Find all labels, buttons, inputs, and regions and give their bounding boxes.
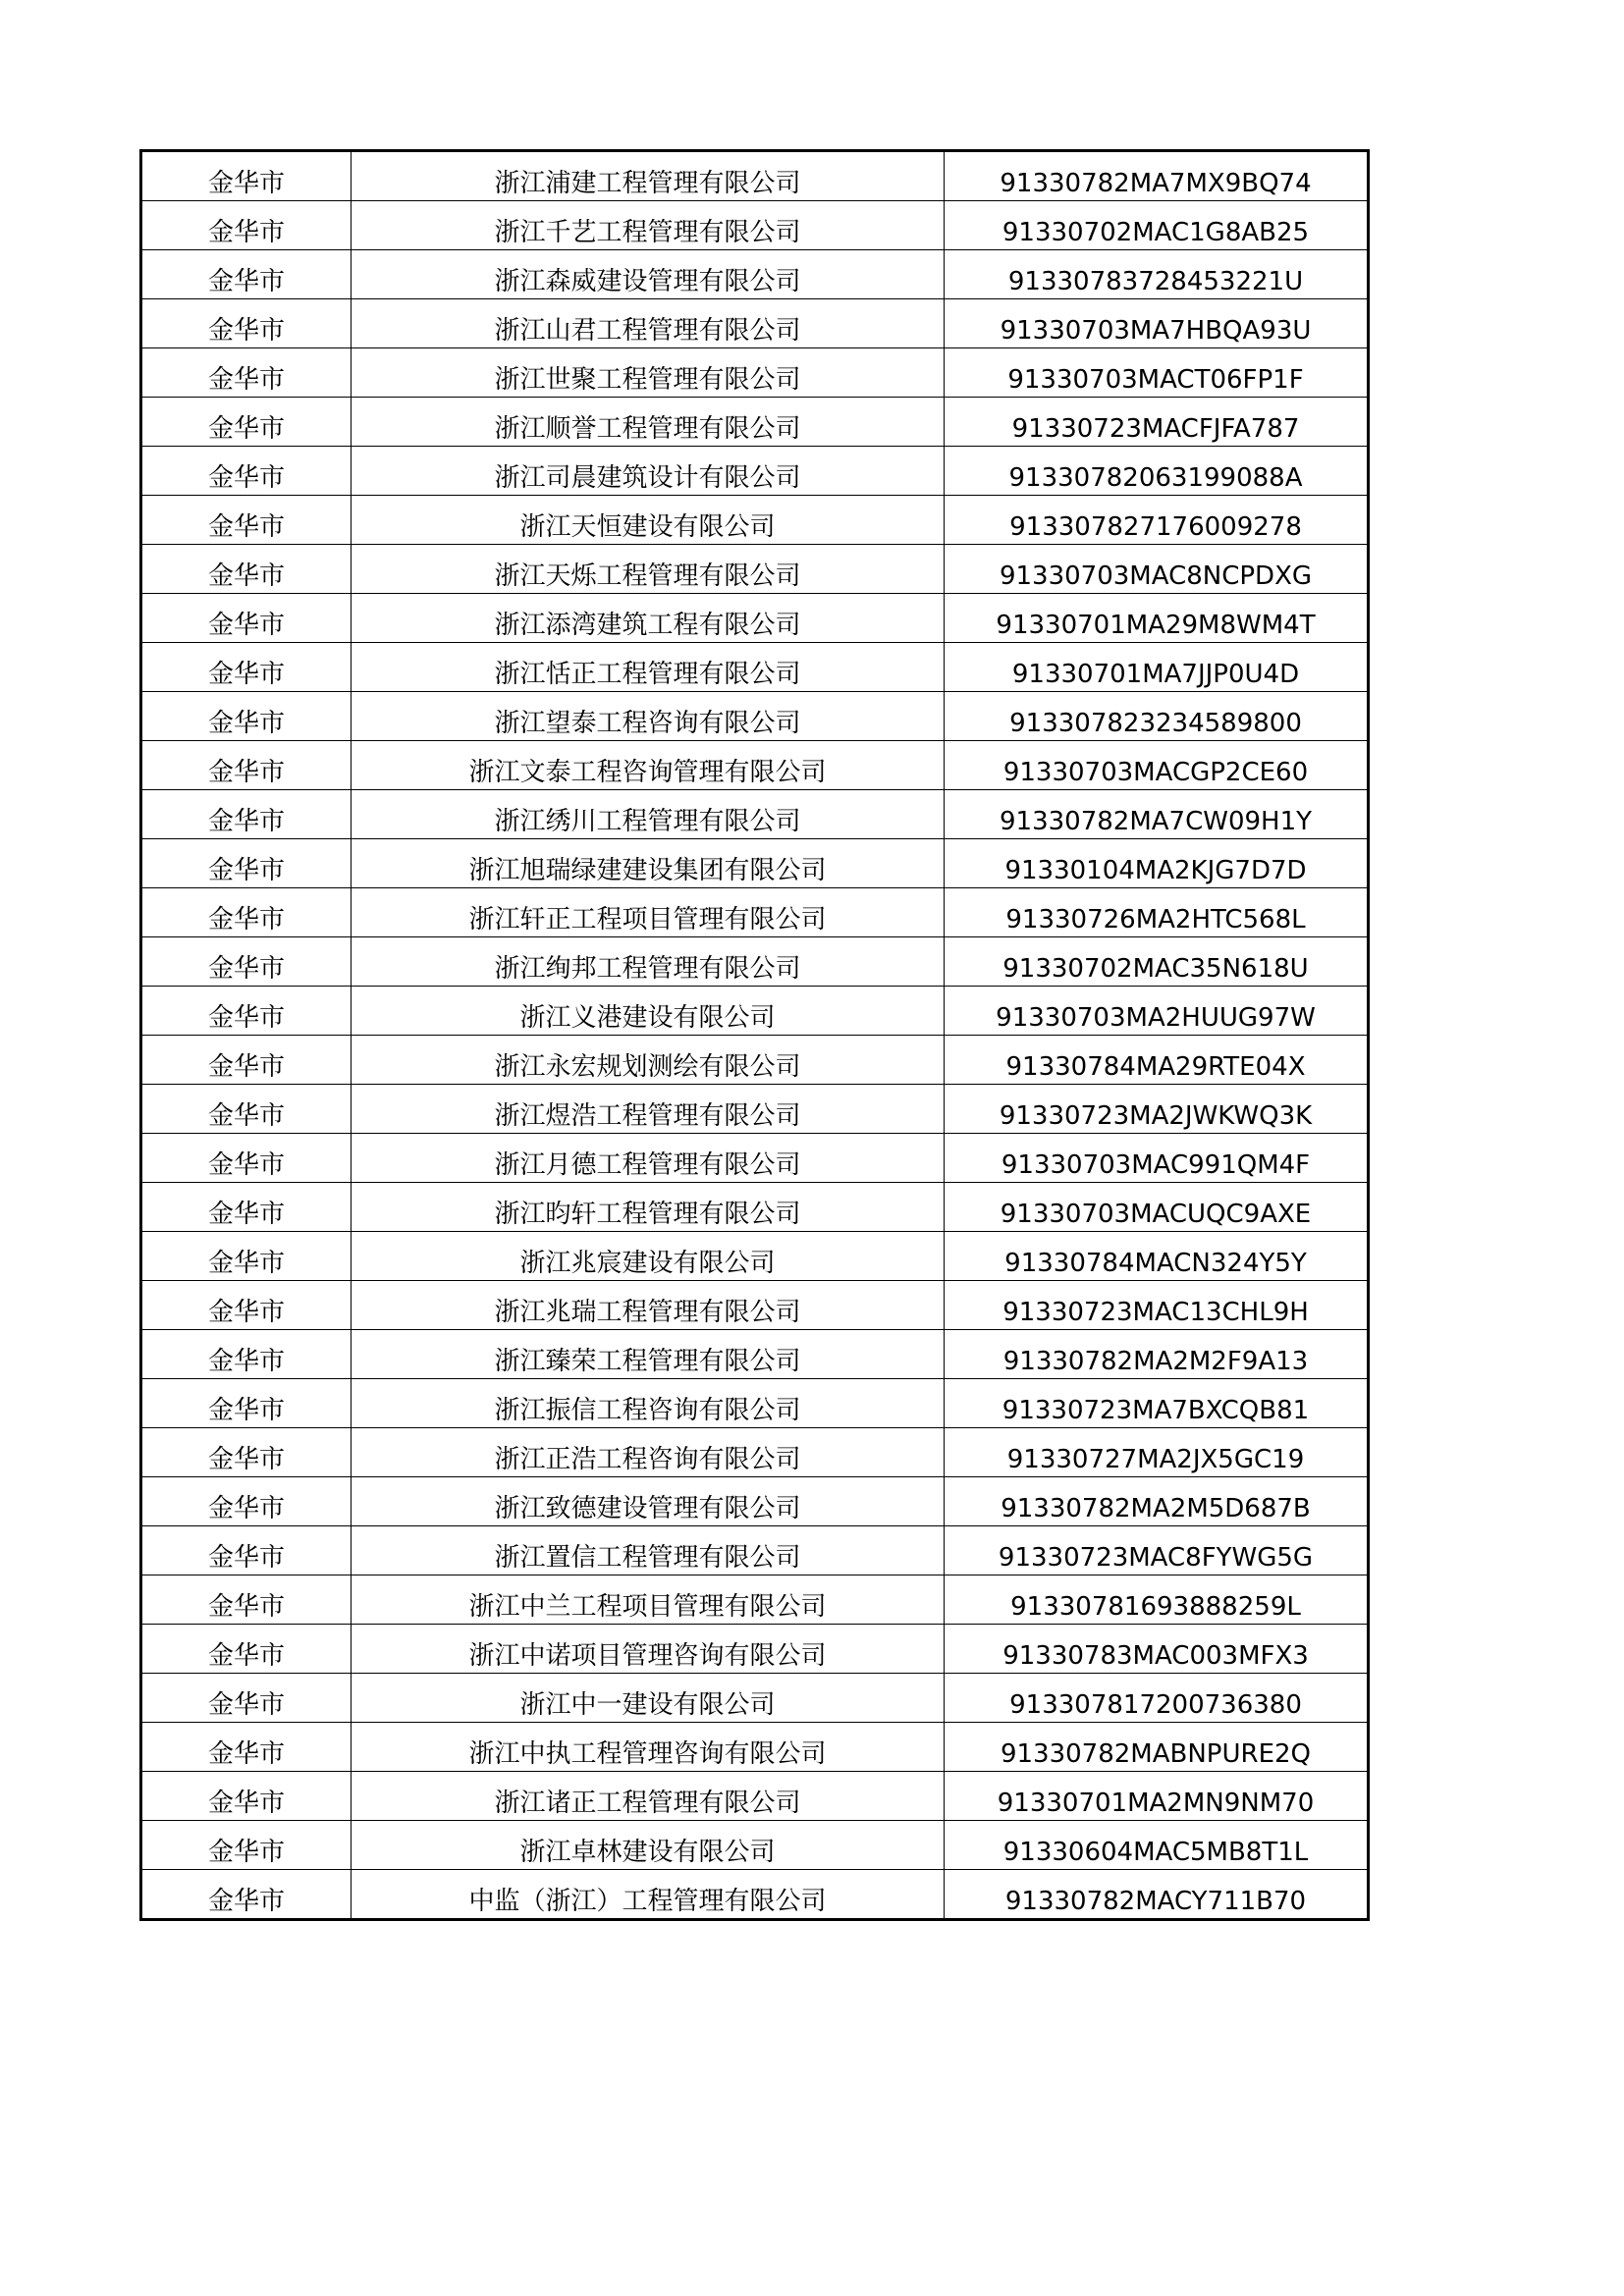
city-cell-text: 金华市 [207,1052,285,1082]
credit-code-cell [945,496,1369,545]
city-cell [141,888,352,937]
credit-code-cell-text: 91330723MA2JWKWQ3K [999,1101,1313,1131]
company-name-cell [352,1772,945,1821]
table-row [141,1330,1369,1379]
credit-code-cell-text: 91330703MA2HUUG97W [996,1003,1316,1033]
table-row [141,987,1369,1036]
table-row [141,1036,1369,1085]
company-name-cell-text: 浙江添湾建筑工程有限公司 [494,611,801,640]
company-name-cell [352,643,945,692]
company-name-cell-text: 浙江振信工程咨询有限公司 [494,1396,801,1425]
company-name-cell-text: 浙江致德建设管理有限公司 [494,1494,801,1523]
company-name-cell-text: 浙江森威建设管理有限公司 [494,267,801,296]
company-name-cell [352,1134,945,1183]
city-cell-text: 金华市 [207,1298,285,1327]
credit-code-cell [945,987,1369,1036]
table-row [141,594,1369,643]
table-row [141,1625,1369,1674]
company-name-cell [352,594,945,643]
city-cell [141,250,352,299]
company-name-cell [352,1821,945,1870]
credit-code-cell [945,1036,1369,1085]
company-name-cell [352,201,945,250]
company-name-cell [352,496,945,545]
company-name-cell [352,299,945,348]
city-cell-text: 金华市 [207,1543,285,1573]
city-cell [141,1036,352,1085]
credit-code-cell [945,447,1369,496]
city-cell-text: 金华市 [207,905,285,934]
city-cell-text: 金华市 [207,660,285,689]
credit-code-cell-text: 91330701MA29M8WM4T [996,611,1316,640]
city-cell-text: 金华市 [207,611,285,640]
table-row [141,1428,1369,1477]
company-name-cell-text: 浙江恬正工程管理有限公司 [494,660,801,689]
company-name-cell-text: 浙江煜浩工程管理有限公司 [494,1101,801,1131]
credit-code-cell-text: 91330727MA2JX5GC19 [1006,1445,1305,1474]
credit-code-cell-text: 91330703MAC991QM4F [1001,1150,1311,1180]
city-cell-text: 金华市 [207,758,285,787]
city-cell-text: 金华市 [207,709,285,738]
city-cell-text: 金华市 [207,414,285,444]
city-cell [141,1085,352,1134]
city-cell-text: 金华市 [207,463,285,493]
credit-code-cell [945,1281,1369,1330]
company-name-cell [352,250,945,299]
table-row [141,741,1369,790]
credit-code-cell [945,839,1369,888]
city-cell [141,643,352,692]
company-name-cell [352,790,945,839]
city-cell [141,496,352,545]
company-name-cell-text: 中监（浙江）工程管理有限公司 [468,1887,827,1916]
company-name-cell-text: 浙江世聚工程管理有限公司 [494,365,801,395]
credit-code-cell-text: 91330723MAC8FYWG5G [998,1543,1314,1573]
table-row [141,545,1369,594]
company-name-cell-text: 浙江义港建设有限公司 [519,1003,776,1033]
table-row [141,1821,1369,1870]
company-name-cell [352,1085,945,1134]
company-name-cell-text: 浙江文泰工程咨询管理有限公司 [468,758,827,787]
city-cell [141,151,352,201]
city-cell [141,594,352,643]
credit-code-cell-text: 91330782MA7MX9BQ74 [1000,169,1312,198]
table-row [141,1575,1369,1625]
city-cell-text: 金华市 [207,1200,285,1229]
company-name-cell-text: 浙江昀轩工程管理有限公司 [494,1200,801,1229]
table-row [141,1870,1369,1920]
credit-code-cell-text: 91330701MA2MN9NM70 [997,1789,1315,1818]
credit-code-cell [945,250,1369,299]
city-cell-text: 金华市 [207,1887,285,1916]
credit-code-cell-text: 91330784MACN324Y5Y [1004,1249,1307,1278]
city-cell-text: 金华市 [207,1396,285,1425]
city-cell [141,398,352,447]
credit-code-cell-text: 91330782MA2M5D687B [1001,1494,1311,1523]
credit-code-cell [945,151,1369,201]
company-name-cell-text: 浙江置信工程管理有限公司 [494,1543,801,1573]
city-cell-text: 金华市 [207,1445,285,1474]
table-row [141,299,1369,348]
credit-code-cell [945,1723,1369,1772]
city-cell-text: 金华市 [207,1739,285,1769]
city-cell-text: 金华市 [207,267,285,296]
table-row [141,348,1369,398]
city-cell-text: 金华市 [207,1494,285,1523]
city-cell [141,1232,352,1281]
credit-code-cell-text: 91330783728453221U [1007,267,1304,296]
company-name-cell [352,888,945,937]
city-cell [141,348,352,398]
city-cell [141,1674,352,1723]
city-cell [141,741,352,790]
credit-code-cell [945,1674,1369,1723]
credit-code-cell-text: 91330726MA2HTC568L [1005,905,1306,934]
credit-code-cell [945,1526,1369,1575]
credit-code-cell [945,1134,1369,1183]
company-name-cell-text: 浙江浦建工程管理有限公司 [494,169,801,198]
company-name-cell [352,937,945,987]
company-name-cell-text: 浙江正浩工程咨询有限公司 [494,1445,801,1474]
company-name-cell-text: 浙江中一建设有限公司 [519,1690,776,1720]
credit-code-cell-text: 91330784MA29RTE04X [1005,1052,1306,1082]
company-name-cell [352,1428,945,1477]
company-name-cell-text: 浙江望泰工程咨询有限公司 [494,709,801,738]
table-row [141,1232,1369,1281]
credit-code-cell [945,1772,1369,1821]
city-cell [141,1772,352,1821]
city-cell-text: 金华市 [207,1347,285,1376]
city-cell [141,1625,352,1674]
credit-code-cell [945,201,1369,250]
credit-code-cell-text: 91330702MAC35N618U [1002,954,1309,984]
city-cell-text: 金华市 [207,954,285,984]
city-cell-text: 金华市 [207,807,285,836]
table-row [141,790,1369,839]
city-cell [141,545,352,594]
city-cell-text: 金华市 [207,218,285,247]
company-table [139,149,1370,1921]
table-body [141,151,1369,1920]
company-name-cell [352,1232,945,1281]
city-cell-text: 金华市 [207,316,285,346]
table-row [141,1526,1369,1575]
table-row [141,398,1369,447]
company-name-cell-text: 浙江千艺工程管理有限公司 [494,218,801,247]
table-row [141,937,1369,987]
city-cell [141,692,352,741]
company-name-cell-text: 浙江中诺项目管理咨询有限公司 [468,1641,827,1671]
table-row [141,447,1369,496]
credit-code-cell-text: 91330703MA7HBQA93U [1000,316,1312,346]
credit-code-cell-text: 91330703MAC8NCPDXG [999,561,1313,591]
credit-code-cell-text: 91330782MACY711B70 [1004,1887,1307,1916]
credit-code-cell [945,1625,1369,1674]
company-name-cell-text: 浙江天恒建设有限公司 [519,512,776,542]
city-cell [141,987,352,1036]
table-row [141,1281,1369,1330]
company-name-cell [352,839,945,888]
company-name-cell-text: 浙江中兰工程项目管理有限公司 [468,1592,827,1622]
company-name-cell-text: 浙江司晨建筑设计有限公司 [494,463,801,493]
table-row [141,1772,1369,1821]
city-cell-text: 金华市 [207,1249,285,1278]
company-name-cell [352,1674,945,1723]
company-name-cell-text: 浙江旭瑞绿建建设集团有限公司 [468,856,827,885]
city-cell [141,1183,352,1232]
company-name-cell [352,1477,945,1526]
city-cell [141,1477,352,1526]
credit-code-cell-text: 91330723MA7BXCQB81 [1001,1396,1310,1425]
company-name-cell [352,692,945,741]
company-name-cell-text: 浙江中执工程管理咨询有限公司 [468,1739,827,1769]
company-name-cell [352,1723,945,1772]
city-cell [141,839,352,888]
credit-code-cell-text: 91330782063199088A [1008,463,1303,493]
table-row [141,643,1369,692]
credit-code-cell [945,299,1369,348]
credit-code-cell [945,692,1369,741]
company-name-cell [352,1870,945,1920]
credit-code-cell [945,1428,1369,1477]
city-cell [141,447,352,496]
credit-code-cell [945,1085,1369,1134]
city-cell [141,1330,352,1379]
company-name-cell-text: 浙江诸正工程管理有限公司 [494,1789,801,1818]
credit-code-cell [945,1379,1369,1428]
company-name-cell [352,447,945,496]
credit-code-cell [945,1575,1369,1625]
credit-code-cell [945,1821,1369,1870]
company-name-cell-text: 浙江轩正工程项目管理有限公司 [468,905,827,934]
company-name-cell [352,1036,945,1085]
company-name-cell [352,398,945,447]
company-name-cell [352,1526,945,1575]
credit-code-cell [945,1330,1369,1379]
city-cell-text: 金华市 [207,1641,285,1671]
credit-code-cell-text: 91330702MAC1G8AB25 [1001,218,1310,247]
company-name-cell [352,1183,945,1232]
table-row [141,151,1369,201]
company-name-cell [352,1575,945,1625]
company-name-cell-text: 浙江天烁工程管理有限公司 [494,561,801,591]
credit-code-cell-text: 91330703MACT06FP1F [1007,365,1304,395]
city-cell [141,1428,352,1477]
table-row [141,250,1369,299]
credit-code-cell [945,741,1369,790]
credit-code-cell-text: 91330782MA7CW09H1Y [999,807,1313,836]
company-name-cell-text: 浙江绣川工程管理有限公司 [494,807,801,836]
credit-code-cell-text: 91330723MAC13CHL9H [1002,1298,1309,1327]
table-row [141,1674,1369,1723]
company-name-cell [352,348,945,398]
table-row [141,496,1369,545]
city-cell-text: 金华市 [207,1003,285,1033]
company-name-cell [352,741,945,790]
credit-code-cell-text: 91330782MABNPURE2Q [1000,1739,1312,1769]
table-row [141,1477,1369,1526]
credit-code-cell-text: 91330701MA7JJP0U4D [1011,660,1300,689]
city-cell [141,1281,352,1330]
credit-code-cell [945,888,1369,937]
credit-code-cell-text: 91330782MA2M2F9A13 [1002,1347,1309,1376]
company-name-cell-text: 浙江绚邦工程管理有限公司 [494,954,801,984]
city-cell [141,1134,352,1183]
credit-code-cell-text: 91330723MACFJFA787 [1011,414,1300,444]
city-cell [141,1575,352,1625]
credit-code-cell-text: 91330104MA2KJG7D7D [1004,856,1307,885]
company-name-cell-text: 浙江顺誉工程管理有限公司 [494,414,801,444]
city-cell-text: 金华市 [207,169,285,198]
credit-code-cell [945,1870,1369,1920]
credit-code-cell-text: 913307817200736380 [1009,1690,1302,1720]
table-row [141,1134,1369,1183]
company-name-cell [352,151,945,201]
table-row [141,839,1369,888]
city-cell [141,790,352,839]
credit-code-cell-text: 91330703MACGP2CE60 [1002,758,1309,787]
table-row [141,201,1369,250]
credit-code-cell-text: 913307823234589800 [1009,709,1302,738]
credit-code-cell [945,1477,1369,1526]
company-name-cell [352,1330,945,1379]
company-name-cell [352,1625,945,1674]
company-name-cell-text: 浙江兆瑞工程管理有限公司 [494,1298,801,1327]
city-cell-text: 金华市 [207,1592,285,1622]
table-row [141,888,1369,937]
city-cell-text: 金华市 [207,365,285,395]
company-name-cell-text: 浙江山君工程管理有限公司 [494,316,801,346]
city-cell [141,201,352,250]
company-name-cell-text: 浙江兆宸建设有限公司 [519,1249,776,1278]
table-row [141,1379,1369,1428]
company-name-cell [352,1281,945,1330]
credit-code-cell [945,594,1369,643]
credit-code-cell [945,398,1369,447]
table-row [141,1723,1369,1772]
city-cell [141,1379,352,1428]
city-cell [141,1821,352,1870]
city-cell-text: 金华市 [207,1150,285,1180]
credit-code-cell [945,643,1369,692]
credit-code-cell [945,348,1369,398]
credit-code-cell [945,790,1369,839]
city-cell-text: 金华市 [207,1838,285,1867]
credit-code-cell-text: 91330604MAC5MB8T1L [1002,1838,1309,1867]
company-name-cell-text: 浙江月德工程管理有限公司 [494,1150,801,1180]
credit-code-cell [945,1232,1369,1281]
city-cell-text: 金华市 [207,1101,285,1131]
company-name-cell-text: 浙江卓林建设有限公司 [519,1838,776,1867]
city-cell [141,1870,352,1920]
city-cell [141,937,352,987]
city-cell [141,1723,352,1772]
city-cell-text: 金华市 [207,1789,285,1818]
city-cell-text: 金华市 [207,561,285,591]
credit-code-cell [945,937,1369,987]
company-name-cell-text: 浙江臻荣工程管理有限公司 [494,1347,801,1376]
credit-code-cell-text: 91330703MACUQC9AXE [1000,1200,1312,1229]
credit-code-cell [945,545,1369,594]
credit-code-cell [945,1183,1369,1232]
credit-code-cell-text: 913307827176009278 [1009,512,1302,542]
city-cell [141,1526,352,1575]
table-row [141,1183,1369,1232]
company-name-cell [352,987,945,1036]
credit-code-cell-text: 91330781693888259L [1010,1592,1301,1622]
company-name-cell-text: 浙江永宏规划测绘有限公司 [494,1052,801,1082]
company-name-cell [352,545,945,594]
table-row [141,692,1369,741]
company-name-cell [352,1379,945,1428]
city-cell-text: 金华市 [207,512,285,542]
credit-code-cell-text: 91330783MAC003MFX3 [1002,1641,1309,1671]
city-cell-text: 金华市 [207,1690,285,1720]
table-row [141,1085,1369,1134]
city-cell-text: 金华市 [207,856,285,885]
city-cell [141,299,352,348]
